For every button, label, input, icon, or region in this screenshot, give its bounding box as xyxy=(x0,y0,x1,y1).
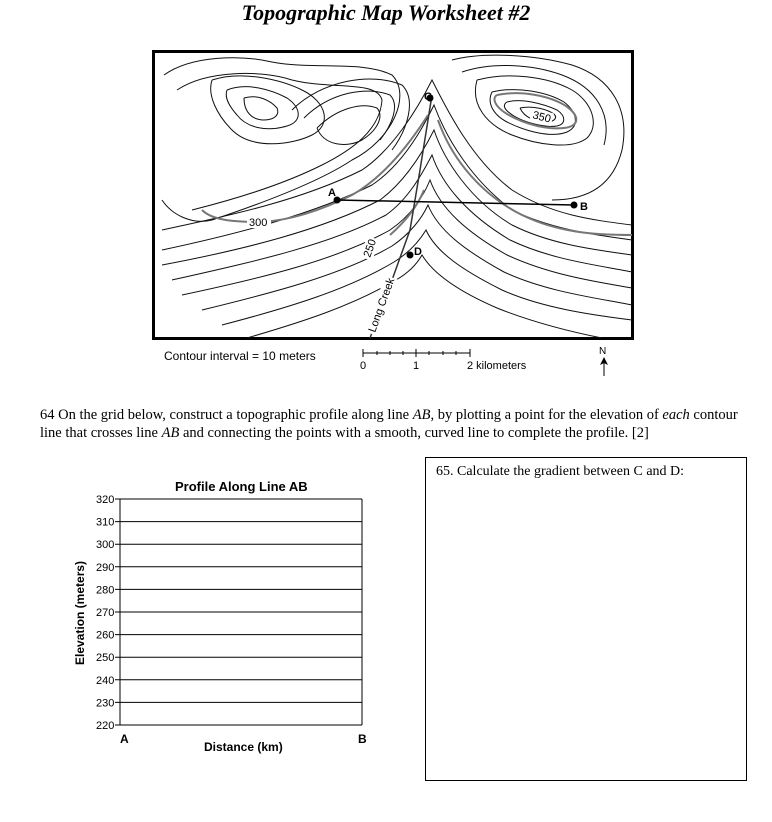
profile-y-axis-label: Elevation (meters) xyxy=(73,560,87,665)
profile-y-tick-label: 270 xyxy=(96,607,115,619)
profile-y-tick-label: 230 xyxy=(96,697,115,710)
profile-grid[interactable] xyxy=(70,475,400,765)
q64-middle: , by plotting a point for the elevation of xyxy=(430,407,663,423)
profile-y-tick-label: 260 xyxy=(96,629,115,642)
q64-middle2: contour line that crosses line xyxy=(40,407,738,441)
contour-label-350: 350 xyxy=(531,109,553,126)
contour-interval-note: Contour interval = 10 meters xyxy=(164,349,316,363)
profile-y-tick-label: 240 xyxy=(96,674,115,687)
point-label-d: D xyxy=(414,246,422,258)
profile-x-axis-label: Distance (km) xyxy=(204,740,283,754)
question-65-label: 65. Calculate the gradient between C and D: xyxy=(436,464,685,479)
topographic-map xyxy=(152,50,634,340)
profile-y-tick-label: 280 xyxy=(96,584,115,597)
profile-y-tick-label: 320 xyxy=(96,494,115,506)
answer-box-65[interactable] xyxy=(425,457,747,781)
north-label: N xyxy=(599,346,607,357)
profile-y-tick-label: 290 xyxy=(96,561,115,574)
point-label-b: B xyxy=(580,201,588,213)
north-arrow-icon xyxy=(594,344,614,378)
q64-suffix: and connecting the points with a smooth, curved line to complete the profile. [2] xyxy=(179,425,649,441)
scale-tick-0: 0 xyxy=(360,360,367,372)
profile-y-tick-label: 300 xyxy=(96,539,115,552)
page-title: Topographic Map Worksheet #2 xyxy=(241,0,531,25)
point-label-a: A xyxy=(328,187,336,199)
q64-line-ab: AB xyxy=(412,407,431,423)
profile-y-tick-label: 220 xyxy=(96,720,115,732)
profile-start-label: A xyxy=(120,732,129,746)
question-64 xyxy=(40,406,740,442)
scale-bar xyxy=(355,345,555,375)
profile-title: Profile Along Line AB xyxy=(175,479,308,494)
profile-y-tick-label: 310 xyxy=(96,516,115,529)
q64-prefix: 64 On the grid below, construct a topographic profile along line xyxy=(40,407,413,423)
q64-line-ab-2: AB xyxy=(161,425,180,441)
point-label-c: C xyxy=(424,91,432,103)
contour-label-250: 250 xyxy=(361,237,380,260)
profile-y-tick-label: 250 xyxy=(96,652,115,665)
profile-end-label: B xyxy=(358,732,367,746)
contour-label-300: 300 xyxy=(249,217,268,229)
scale-tick-2: 2 kilometers xyxy=(467,360,527,372)
creek-label: Long Creek xyxy=(366,276,398,335)
q64-each: each xyxy=(662,407,690,423)
scale-tick-1: 1 xyxy=(413,360,420,372)
